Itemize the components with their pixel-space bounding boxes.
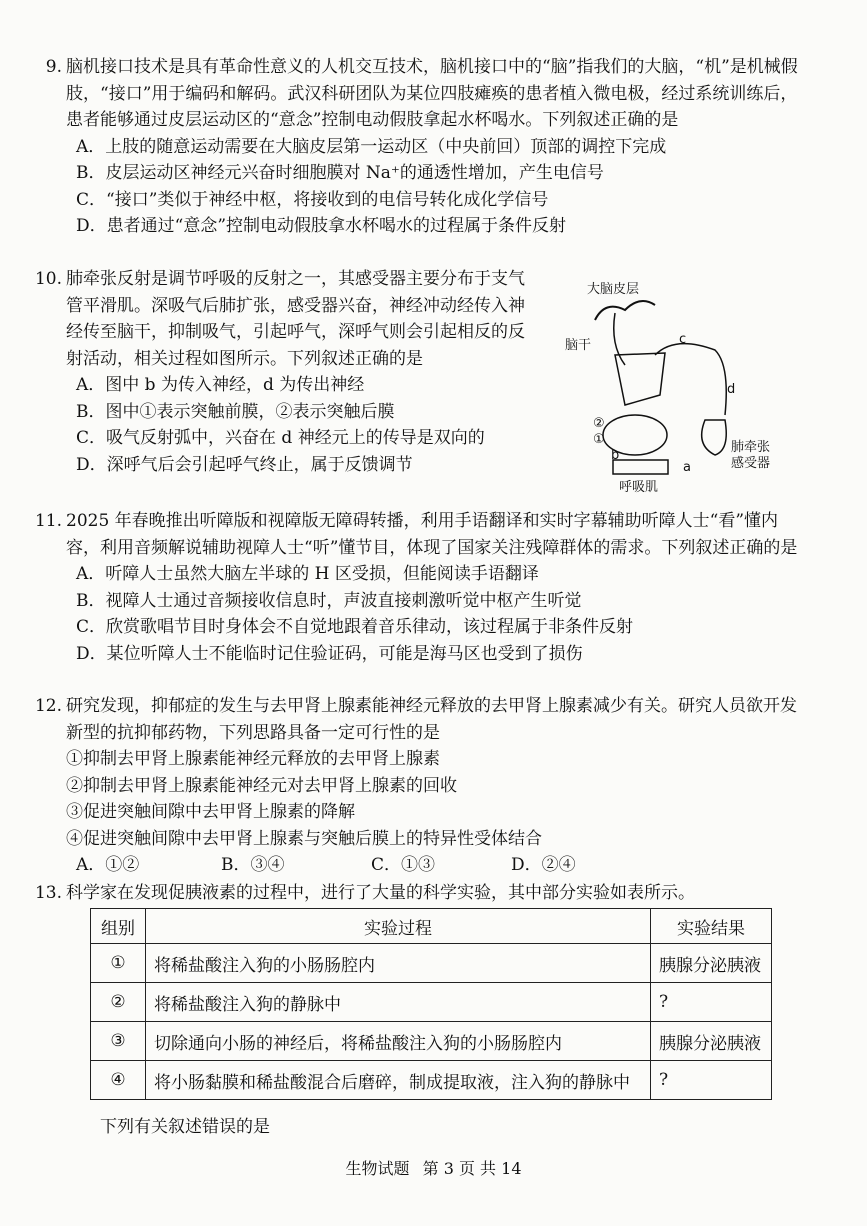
cell-result: 胰腺分泌胰液 <box>651 944 772 983</box>
option-b: B．皮层运动区神经元兴奋时细胞膜对 Na⁺的通透性增加，产生电信号 <box>76 163 604 183</box>
question-stem: 2025 年春晚推出听障版和视障版无障碍转播，利用手语翻译和实时字幕辅助听障人士“看”懂内容，利用音频解说辅助视障人士“听”懂节目，体现了国家关注残障群体的需求。下列叙述正确的是 <box>66 511 798 558</box>
question-number: 10. <box>34 269 62 289</box>
option-a: A．听障人士虽然大脑左半球的 H 区受损，但能阅读手语翻译 <box>76 564 539 584</box>
cell-result: ? <box>651 1061 772 1100</box>
cell-process: 将稀盐酸注入狗的小肠肠腔内 <box>146 944 651 983</box>
table-header <box>91 909 772 944</box>
question-stem: 肺牵张反射是调节呼吸的反射之一，其感受器主要分布于支气管平滑肌。深吸气后肺扩张，感受器兴奋，神经冲动经传入神经传至脑干，抑制吸气，引起呼气，深呼气则会引起相反的反射活动，相关过程如图所示。下列叙述正确的是 <box>66 269 525 369</box>
page-footer <box>0 1156 867 1179</box>
option-a: A．图中 b 为传入神经，d 为传出神经 <box>76 375 365 395</box>
lung-shape <box>702 420 727 455</box>
label-a: a <box>683 460 691 475</box>
table-row <box>91 1061 772 1100</box>
question-number: 11. <box>34 511 62 531</box>
question-stem: 脑机接口技术是具有革命性意义的人机交互技术，脑机接口中的“脑”指我们的大脑，“机”是机械假肢，“接口”用于编码和解码。武汉科研团队为某位四肢瘫痪的患者植入微电极，经过系统训练后，患者能够通过皮层运动区的“意念”控制电动假肢拿起水杯喝水。下列叙述正确的是 <box>66 57 798 130</box>
option-d: D．患者通过“意念”控制电动假肢拿水杯喝水的过程属于条件反射 <box>76 216 567 236</box>
option-c: C．吸气反射弧中，兴奋在 d 神经元上的传导是双向的 <box>76 428 485 448</box>
question-13 <box>34 880 806 907</box>
option-d: D．②④ <box>511 855 576 875</box>
header-process: 实验过程 <box>146 909 651 944</box>
label-1: ① <box>593 432 605 447</box>
label-b: b <box>611 448 620 463</box>
cell-result: ? <box>651 983 772 1022</box>
question-number: 13. <box>34 883 62 903</box>
option-c: C．“接口”类似于神经中枢，将接收到的电信号转化成化学信号 <box>76 189 549 210</box>
option-b: B．视障人士通过音频接收信息时，声波直接刺激听觉中枢产生听觉 <box>76 590 582 611</box>
label-receptor: 肺牵张 <box>731 440 771 455</box>
header-group: 组别 <box>91 909 146 944</box>
option-a: A．上肢的随意运动需要在大脑皮层第一运动区（中央前回）顶部的调控下完成 <box>76 136 667 157</box>
label-c: c <box>679 332 687 347</box>
question-number: 9. <box>45 57 62 77</box>
question-stem: 研究发现，抑郁症的发生与去甲肾上腺素能神经元释放的去甲肾上腺素减少有关。研究人员欲开发新型的抗抑郁药物，下列思路具备一定可行性的是 <box>66 696 797 743</box>
question-11 <box>34 508 806 667</box>
option-d: D．某位听障人士不能临时记住验证码，可能是海马区也受到了损伤 <box>76 643 583 664</box>
muscle-block <box>613 460 668 474</box>
question-9 <box>45 54 806 240</box>
label-receptor: 感受器 <box>731 456 771 471</box>
table-row <box>91 983 772 1022</box>
option-a: A．①② <box>76 855 140 875</box>
cell-group: ④ <box>91 1061 146 1100</box>
question-10 <box>34 266 526 478</box>
cortex-outline <box>595 301 655 320</box>
cell-group: ③ <box>91 1022 146 1061</box>
option-c: C．欣赏歌唱节目时身体会不自觉地跟着音乐律动，该过程属于非条件反射 <box>76 617 634 637</box>
table-row <box>91 944 772 983</box>
experiment-table <box>90 908 772 1100</box>
cell-process: 切除通向小肠的神经后，将稀盐酸注入狗的小肠肠腔内 <box>146 1022 651 1061</box>
question-number: 12. <box>34 696 62 716</box>
cell-result: 胰腺分泌胰液 <box>651 1022 772 1061</box>
label-muscle: 呼吸肌 <box>619 480 659 495</box>
nerve-d <box>655 344 726 415</box>
option-c: C．①③ <box>371 855 436 875</box>
cell-group: ① <box>91 944 146 983</box>
item-2: ②抑制去甲肾上腺素能神经元对去甲肾上腺素的回收 <box>66 775 457 796</box>
question-stem: 科学家在发现促胰液素的过程中，进行了大量的科学实验，其中部分实验如表所示。 <box>66 883 695 903</box>
option-d: D．深呼气后会引起呼气终止，属于反馈调节 <box>76 454 413 475</box>
label-brainstem: 脑干 <box>565 338 592 353</box>
question-12 <box>34 693 806 879</box>
item-3: ③促进突触间隙中去甲肾上腺素的降解 <box>66 802 355 822</box>
item-4: ④促进突触间隙中去甲肾上腺素与突触后膜上的特异性受体结合 <box>66 828 542 849</box>
label-2: ② <box>593 416 605 431</box>
footer-page: 第 3 页 共 14 <box>422 1159 522 1178</box>
footer-subject: 生物试题 <box>345 1159 410 1178</box>
cell-process: 将稀盐酸注入狗的静脉中 <box>146 983 651 1022</box>
option-b: B．③④ <box>221 855 285 875</box>
question-13-followup: 下列有关叙述错误的是 <box>100 1117 270 1137</box>
cell-group: ② <box>91 983 146 1022</box>
label-cortex: 大脑皮层 <box>587 282 640 297</box>
reflex-diagram <box>555 275 795 505</box>
table-row <box>91 1022 772 1061</box>
cell-process: 将小肠黏膜和稀盐酸混合后磨碎，制成提取液，注入狗的静脉中 <box>146 1061 651 1100</box>
options-row <box>66 852 806 879</box>
option-b: B．图中①表示突触前膜，②表示突触后膜 <box>76 401 395 422</box>
header-result: 实验结果 <box>651 909 772 944</box>
item-1: ①抑制去甲肾上腺素能神经元释放的去甲肾上腺素 <box>66 749 440 769</box>
label-d: d <box>727 382 736 397</box>
